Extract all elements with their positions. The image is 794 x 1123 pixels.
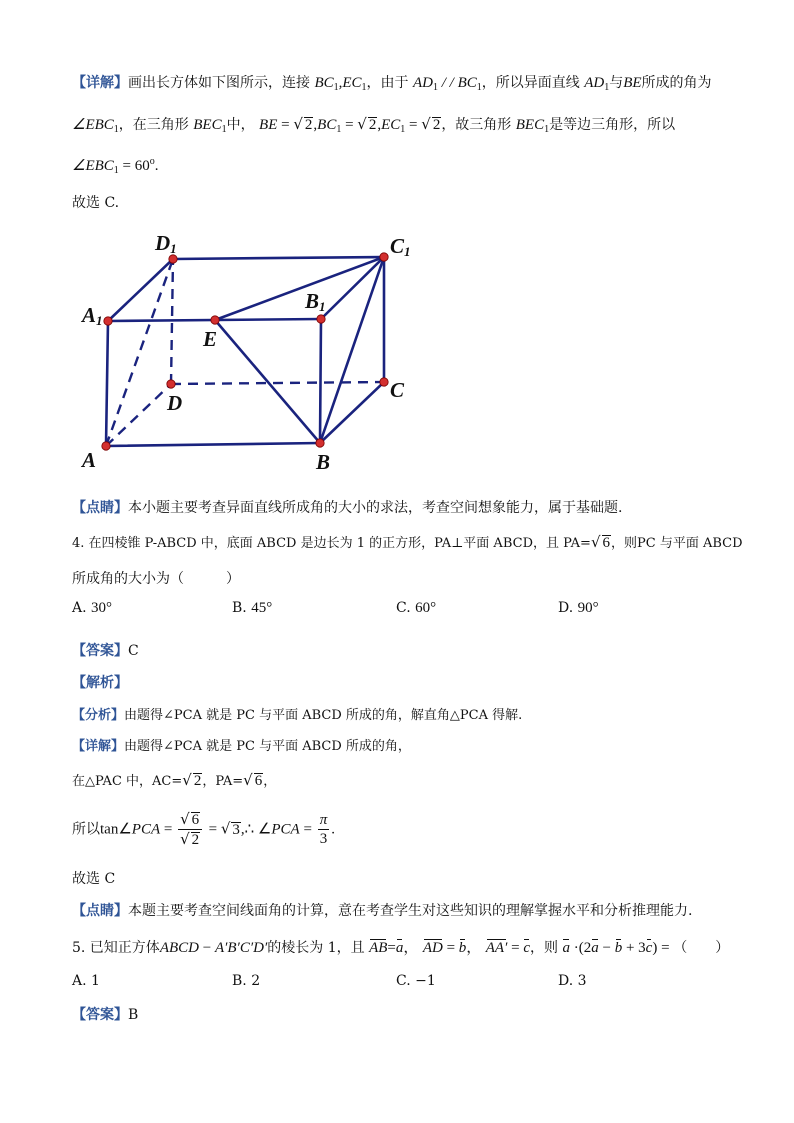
q3-detail-line1: 【详解】画出长方体如下图所示，连接 $BC_1,EC_1$，由于 $AD_1$ / / $BC_1$，所以异面直线 $AD_1$与BE所成的角为 [72,75,712,93]
label-b: B [316,450,331,474]
label-c: C [390,378,405,402]
edge-d-c [171,382,384,384]
q5-option-c[interactable]: C. −1 [396,973,436,989]
q3-detail-line3: $\angle EBC_1 = 60^o$. [72,156,159,176]
point-c1 [380,253,388,261]
label-a: A [82,448,97,472]
label-e: E [203,327,218,351]
edge-b-c1 [320,257,384,443]
point-a1 [104,317,112,325]
q5-option-b[interactable]: B. 2 [232,973,261,989]
edge-e-b [215,320,320,443]
point-e [211,316,219,324]
q4-detail-line2: 在△PAC 中，AC=√ 2，PA=√ 6， [72,771,277,789]
q4-option-b[interactable]: B. 45° [232,600,273,616]
q5-stem: 5. 已知正方体ABCD − A′B′C′D′的棱长为 1，且 AB=a， AD = b， AA′ = c，则 a ·(2a − b + 3c) = （ ） [72,940,730,956]
q4-analysis-tag: 【解析】 [72,675,128,691]
q4-analysis: 【分析】由题得∠PCA 就是 PC 与平面 ABCD 所成的角，解直角△PCA 得解. [72,708,523,723]
point-c [380,378,388,386]
q4-conclusion: 故选 C [72,871,116,887]
q3-detail-line2: $\angle EBC_1$，在三角形 $BEC_1$中， BE = √ $2,BC_1$ = √ $2,EC_1$ = √ 2，故三角形 $BEC_1$是等边三角形，所以 [72,115,676,135]
q4-option-d[interactable]: D. 90° [558,600,599,616]
q5-option-d[interactable]: D. 3 [558,973,587,989]
q4-answer: 【答案】C [72,643,139,659]
label-c1: C1 [390,234,411,259]
q4-option-a[interactable]: A. 30° [72,600,113,616]
label-b1: B1 [305,289,326,314]
q4-detail-line1: 【详解】由题得∠PCA 就是 PC 与平面 ABCD 所成的角， [72,739,411,754]
point-d1 [169,255,177,263]
edge-d1-c1 [173,257,384,259]
edge-a-d1 [106,259,173,446]
label-d: D [167,391,183,415]
q3-conclusion: 故选 C. [72,195,120,211]
q4-option-c[interactable]: C. 60° [396,600,437,616]
edge-e-c1 [215,257,384,320]
q5-option-a[interactable]: A. 1 [72,973,100,989]
cuboid-figure [76,226,426,476]
q4-stem-line2: 所成角的大小为（ ） [72,571,240,587]
point-a [102,442,110,450]
edge-a-d [106,384,171,446]
detail-tag: 【详解】 [72,75,128,91]
edge-a1-a [106,321,108,446]
q3-comment: 【点睛】本小题主要考查异面直线所成角的大小的求法，考查空间想象能力，属于基础题. [72,500,623,516]
edge-a1-d1 [108,259,173,321]
edge-a-b [106,443,320,446]
point-b [316,439,324,447]
q5-answer: 【答案】B [72,1007,139,1023]
label-a1: A1 [82,303,103,328]
q4-comment: 【点睛】本题主要考查空间线面角的计算，意在考查学生对这些知识的理解掌握水平和分析推理能力. [72,903,693,919]
q4-stem-line1: 4. 在四棱锥 P-ABCD 中，底面 ABCD 是边长为 1 的正方形，PA⊥平面 ABCD，且 PA=√ 6，则PC 与平面 ABCD [72,533,743,551]
edge-b-b1 [320,319,321,443]
q4-detail-line3: 所以tan∠PCA = $\frac{√ 6}{√ 2}$ = √ 3,∴ ∠PCA = $\frac{\pi}{3}$ . [72,810,335,848]
label-d1: D1 [155,231,177,256]
point-b1 [317,315,325,323]
point-d [167,380,175,388]
